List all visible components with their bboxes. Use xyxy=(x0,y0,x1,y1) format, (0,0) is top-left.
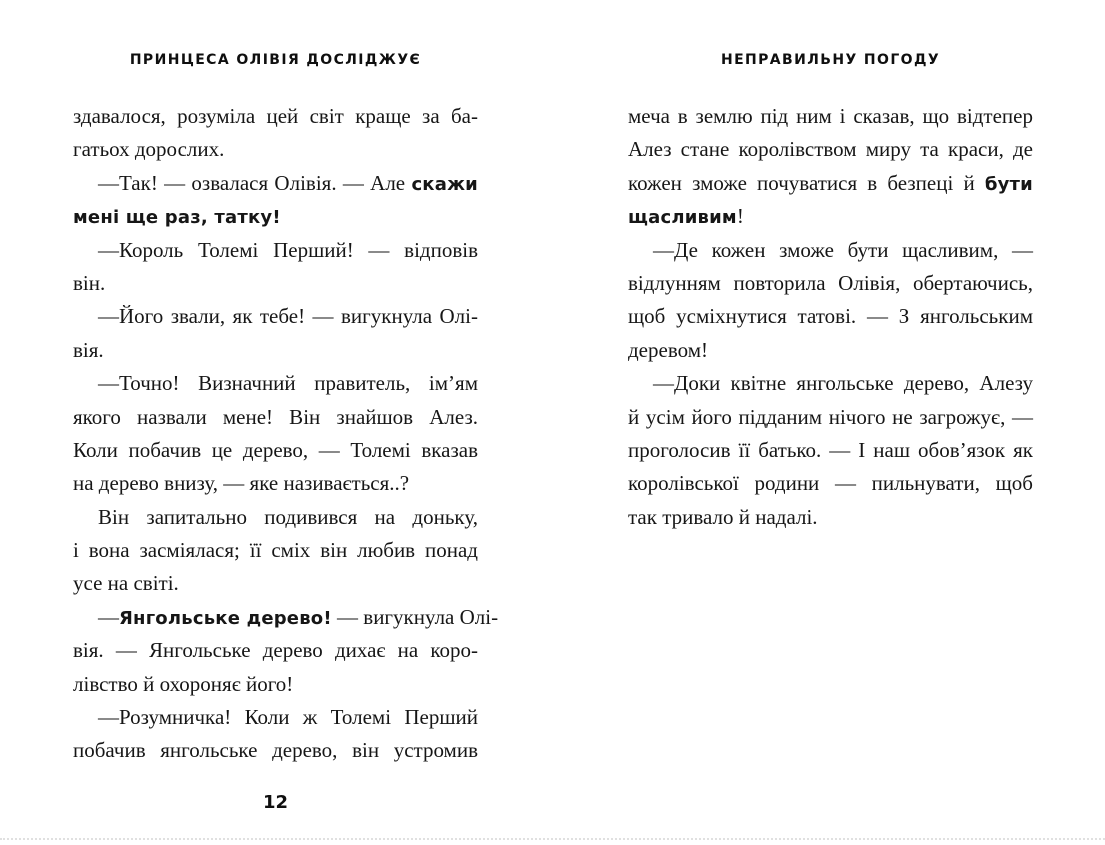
body-text: вія. — Янгольське дерево дихає на коро- xyxy=(73,638,478,663)
body-text: вія. xyxy=(73,337,104,362)
text-line xyxy=(628,234,1033,267)
body-text: Алез стане королівством миру та краси, де xyxy=(628,137,1033,162)
body-text: кожен зможе почуватися в безпеці й xyxy=(628,170,985,195)
text-line xyxy=(73,734,478,767)
body-text: щоб усміхнутися татові. — З янгольським xyxy=(628,304,1033,329)
text-line xyxy=(73,401,478,434)
body-text: —Король Толемі Перший! — відповів xyxy=(98,237,478,262)
text-line xyxy=(628,434,1033,467)
body-text: — xyxy=(98,604,119,629)
emphasis-text: щасливим xyxy=(628,207,737,229)
text-line xyxy=(628,100,1033,133)
text-line xyxy=(628,167,1033,200)
text-line xyxy=(73,501,478,534)
text-line xyxy=(73,200,478,233)
text-line xyxy=(73,601,499,634)
body-text: на дерево внизу, — яке називається..? xyxy=(73,471,410,496)
body-text: проголосив її батько. — І наш обов’язок як xyxy=(628,437,1033,462)
text-line xyxy=(73,100,478,133)
text-line xyxy=(73,167,478,200)
right-page-text xyxy=(628,100,1033,534)
body-text: і вона засміялася; її сміх він любив понад xyxy=(73,538,478,563)
body-text: Він запитально подивився на доньку, xyxy=(98,504,478,529)
text-line xyxy=(73,234,478,267)
body-text: деревом! xyxy=(628,337,708,362)
body-text: усе на світі. xyxy=(73,571,179,596)
body-text: —Точно! Визначний правитель, ім’ям xyxy=(98,371,478,396)
page-bottom-edge xyxy=(0,838,1105,840)
text-line xyxy=(628,501,1033,534)
text-line xyxy=(628,367,1033,400)
body-text: меча в землю під ним і сказав, що відтепер xyxy=(628,104,1033,128)
text-line xyxy=(73,701,478,734)
text-line xyxy=(628,133,1033,166)
text-line xyxy=(73,434,478,467)
text-line xyxy=(628,334,1033,367)
text-line xyxy=(628,267,1033,300)
text-line xyxy=(628,401,1033,434)
body-text: — вигукнула Олі- xyxy=(331,604,499,629)
text-line xyxy=(73,467,478,500)
text-line xyxy=(628,300,1033,333)
emphasis-text: бути xyxy=(984,173,1033,195)
body-text: королівської родини — пильнувати, щоб xyxy=(628,471,1033,496)
emphasis-text: Янгольське дерево! xyxy=(119,607,332,629)
text-line xyxy=(73,334,478,367)
body-text: ! xyxy=(736,204,744,229)
text-line xyxy=(73,534,478,567)
text-line xyxy=(628,200,1033,233)
running-header-left: ПРИНЦЕСА ОЛІВІЯ ДОСЛІДЖУЄ xyxy=(129,52,422,68)
running-header-right: НЕПРАВИЛЬНУ ПОГОДУ xyxy=(720,52,941,68)
body-text: —Де кожен зможе бути щасливим, — xyxy=(653,237,1033,262)
body-text: побачив янгольське дерево, він устромив xyxy=(73,738,478,763)
text-line xyxy=(73,634,478,667)
body-text: —Розумничка! Коли ж Толемі Перший xyxy=(98,705,478,730)
emphasis-text: скажи xyxy=(411,173,478,195)
body-text: —Доки квітне янгольське дерево, Алезу xyxy=(653,371,1033,396)
body-text: якого назвали мене! Він знайшов Алез. xyxy=(73,404,478,429)
body-text: —Так! — озвалася Олівія. — Але xyxy=(98,170,412,195)
left-page-text xyxy=(73,100,499,768)
body-text: гатьох дорослих. xyxy=(73,137,225,162)
text-line xyxy=(73,668,478,701)
text-line xyxy=(73,300,478,333)
body-text: так тривало й надалі. xyxy=(628,504,818,529)
text-line xyxy=(73,133,478,166)
text-line xyxy=(73,267,478,300)
body-text: —Його звали, як тебе! — вигукнула Олі- xyxy=(98,304,478,329)
body-text: Коли побачив це дерево, — Толемі вказав xyxy=(73,437,478,462)
body-text: лівство й охороняє його! xyxy=(73,671,294,696)
text-line xyxy=(628,467,1033,500)
emphasis-text: мені ще раз, татку! xyxy=(73,207,281,229)
text-line xyxy=(73,567,478,600)
text-line xyxy=(73,367,478,400)
body-text: й усім його підданим нічого не загрожує, — xyxy=(628,404,1033,429)
page-number: 12 xyxy=(262,792,289,813)
body-text: відлунням повторила Олівія, обертаючись, xyxy=(628,270,1033,295)
body-text: він. xyxy=(73,270,106,295)
body-text: здавалося, розуміла цей світ краще за ба- xyxy=(73,104,478,128)
